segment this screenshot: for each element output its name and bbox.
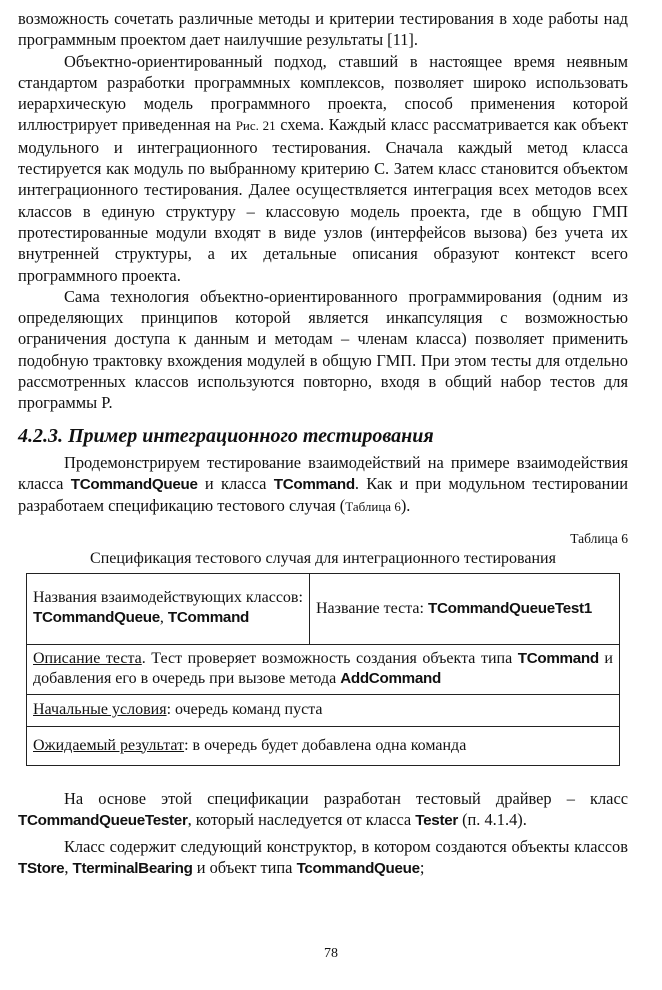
class-name-tester-driver: TCommandQueueTester <box>18 811 188 829</box>
paragraph-1: возможность сочетать различные методы и критерии тестирования в ходе работы над программным проектом дает наилучшие результаты [11]. <box>18 9 628 50</box>
paragraph-6 <box>18 836 628 880</box>
page-body <box>18 8 628 880</box>
table-number: Таблица 6 <box>570 530 628 546</box>
description-label: Описание теста <box>33 650 142 668</box>
class-separator: , <box>159 608 168 626</box>
paragraph-4-text-a: Продемонстрируем тестирование взаимодействий на примере взаимодействия класса <box>18 452 628 493</box>
test-name-cell <box>310 573 620 644</box>
table-reference: Таблица 6 <box>345 499 401 515</box>
expected-cell <box>27 726 620 765</box>
description-text-b: и добавления его в очередь при вызове метода <box>33 650 613 688</box>
test-spec-table <box>26 573 620 766</box>
description-class: TCommand <box>517 650 599 668</box>
class-name-tcommandqueue: TCommandQueue <box>70 475 198 493</box>
paragraph-6-text-b: и объект типа <box>192 858 297 878</box>
table-row-expected <box>27 726 620 765</box>
paragraph-5-text-c: (п. 4.1.4). <box>457 809 527 829</box>
paragraph-5-text-a: На основе этой спецификации разработан тестовый драйвер – класс <box>64 788 628 808</box>
expected-label: Ожидаемый результат <box>33 736 185 754</box>
expected-text: : в очередь будет добавлена одна команда <box>184 736 467 754</box>
paragraph-6-text-a: Класс содержит следующий конструктор, в котором создаются объекты классов <box>64 837 628 857</box>
section-heading: 4.2.3. Пример интеграционного тестирования <box>18 424 434 447</box>
paragraph-2-text-b: схема. Каждый класс рассматривается как объект модульного и интеграционного тестирования. Сначала каждый метод класса тестируется как модуль по выбранному критерию C. Затем класс становится объектом интеграционного тестирования. Далее осуществляется интеграция всех методов всех классов в единую структуру – классовую модель проекта, где в общую ГМП протестированные модули входят в виде узлов (интерфейсов вызова) без учета их внутренней структуры, а их детальные описания образуют контекст всего программного проекта. <box>18 115 628 285</box>
class-name-tstore: TStore <box>18 860 65 878</box>
classes-cell <box>27 573 310 644</box>
paragraph-6-separator: , <box>64 858 73 878</box>
paragraph-4-text-b: и класса <box>197 473 274 493</box>
class-name-tester: Tester <box>415 811 458 829</box>
description-cell <box>27 644 620 694</box>
paragraph-3: Сама технология объектно-ориентированного программирования (одним из определяющих принципов которой является инкапсуляция с возможностью ограничения доступа к данным и методам – членам класса) позволяет применить подобную трактовку вхождения модулей в общую ГМП. При этом тесты для отдельно рассмотренных классов используются повторно, входя в общий набор тестов для программы P. <box>18 286 628 413</box>
class-b: TCommand <box>167 608 250 626</box>
table-row-preconditions <box>27 694 620 726</box>
table-title: Спецификация тестового случая для интеграционного тестирования <box>90 549 556 567</box>
classes-value <box>33 608 303 628</box>
class-name-tterminalbearing: TterminalBearing <box>72 860 193 878</box>
paragraph-5-text-b: , который наследуется от класса <box>187 809 416 829</box>
class-name-tcommandqueue-2: TcommandQueue <box>296 860 420 878</box>
figure-reference: Рис. 21 <box>235 118 276 134</box>
paragraph-6-text-c: ; <box>419 858 425 878</box>
paragraph-4-text-d: ). <box>400 496 411 516</box>
test-name-label: Название теста: <box>316 599 428 617</box>
preconditions-cell <box>27 694 620 726</box>
description-text-a: . Тест проверяет возможность создания объекта типа <box>141 650 518 668</box>
preconditions-label: Начальные условия <box>33 701 167 719</box>
paragraph-4-text-c: . Как и при модульном тестировании разработаем спецификацию тестового случая ( <box>18 473 628 516</box>
table-row-description <box>27 644 620 694</box>
description-method: AddCommand <box>340 670 441 688</box>
paragraph-2-text-a: Объектно-ориентированный подход, ставший в настоящее время неявным стандартом разработки программных комплексов, позволяет широко использовать иерархическую модель программного проекта, способ применения которой иллюстрирует приведенная на <box>18 51 628 135</box>
table-row-names <box>27 573 620 644</box>
paragraph-4 <box>18 452 628 518</box>
classes-label: Названия взаимодействующих классов: <box>33 588 303 606</box>
paragraph-5 <box>18 788 628 832</box>
page-number: 78 <box>324 946 338 961</box>
test-name-value: TCommandQueueTest1 <box>427 599 592 617</box>
paragraph-2 <box>18 51 628 286</box>
class-name-tcommand: TCommand <box>273 475 355 493</box>
preconditions-text: : очередь команд пуста <box>166 701 323 719</box>
class-a: TCommandQueue <box>33 608 160 626</box>
